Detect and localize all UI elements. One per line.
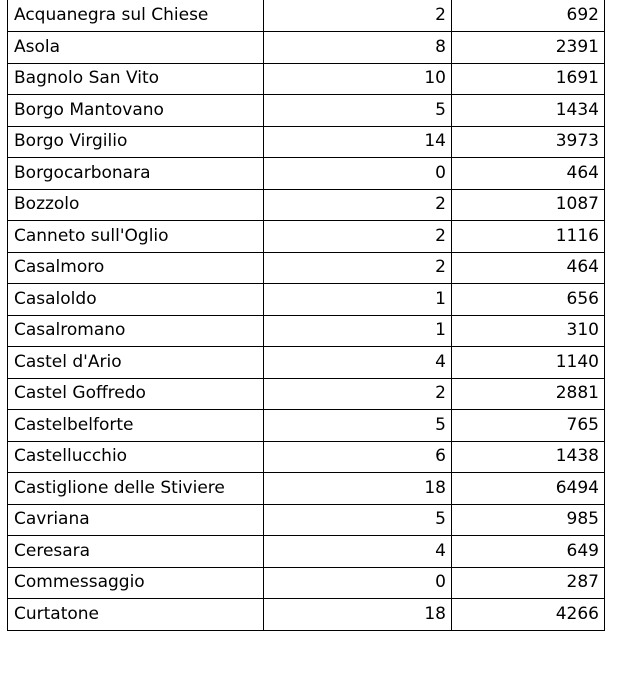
municipality-cell[interactable]: Curtatone [8,599,264,631]
municipality-cell[interactable]: Cavriana [8,504,264,536]
count-cell[interactable]: 2 [264,221,452,253]
table-row [8,32,605,64]
total-cell[interactable]: 310 [452,315,605,347]
data-table [7,0,605,631]
municipality-cell[interactable]: Commessaggio [8,567,264,599]
municipality-cell[interactable]: Casaloldo [8,284,264,316]
municipality-cell[interactable]: Borgo Mantovano [8,95,264,127]
municipality-cell[interactable]: Canneto sull'Oglio [8,221,264,253]
count-cell[interactable]: 2 [264,252,452,284]
count-cell[interactable]: 0 [264,158,452,190]
municipality-cell[interactable]: Borgocarbonara [8,158,264,190]
total-cell[interactable]: 287 [452,567,605,599]
count-cell[interactable]: 1 [264,284,452,316]
table-row [8,284,605,316]
count-cell[interactable]: 2 [264,378,452,410]
table-row [8,252,605,284]
total-cell[interactable]: 1116 [452,221,605,253]
total-cell[interactable]: 6494 [452,473,605,505]
total-cell[interactable]: 1087 [452,189,605,221]
total-cell[interactable]: 1434 [452,95,605,127]
table-row [8,315,605,347]
municipality-cell[interactable]: Bagnolo San Vito [8,63,264,95]
table-row [8,0,605,32]
total-cell[interactable]: 692 [452,0,605,32]
count-cell[interactable]: 5 [264,410,452,442]
count-cell[interactable]: 6 [264,441,452,473]
count-cell[interactable]: 1 [264,315,452,347]
count-cell[interactable]: 2 [264,189,452,221]
count-cell[interactable]: 0 [264,567,452,599]
municipality-cell[interactable]: Casalromano [8,315,264,347]
table-row [8,221,605,253]
table-row [8,95,605,127]
table-row [8,189,605,221]
total-cell[interactable]: 464 [452,158,605,190]
table-row [8,378,605,410]
total-cell[interactable]: 2881 [452,378,605,410]
total-cell[interactable]: 4266 [452,599,605,631]
total-cell[interactable]: 3973 [452,126,605,158]
count-cell[interactable]: 14 [264,126,452,158]
total-cell[interactable]: 1691 [452,63,605,95]
total-cell[interactable]: 1438 [452,441,605,473]
municipality-cell[interactable]: Castiglione delle Stiviere [8,473,264,505]
count-cell[interactable]: 2 [264,0,452,32]
table-row [8,441,605,473]
total-cell[interactable]: 464 [452,252,605,284]
count-cell[interactable]: 18 [264,599,452,631]
table-row [8,567,605,599]
municipality-cell[interactable]: Casalmoro [8,252,264,284]
count-cell[interactable]: 5 [264,95,452,127]
count-cell[interactable]: 5 [264,504,452,536]
table-row [8,410,605,442]
municipality-cell[interactable]: Castelbelforte [8,410,264,442]
table-row [8,63,605,95]
count-cell[interactable]: 8 [264,32,452,64]
count-cell[interactable]: 10 [264,63,452,95]
count-cell[interactable]: 18 [264,473,452,505]
table-body [8,0,605,630]
table-row [8,473,605,505]
table-row [8,504,605,536]
municipality-cell[interactable]: Bozzolo [8,189,264,221]
count-cell[interactable]: 4 [264,536,452,568]
municipality-cell[interactable]: Borgo Virgilio [8,126,264,158]
municipality-cell[interactable]: Asola [8,32,264,64]
total-cell[interactable]: 2391 [452,32,605,64]
municipality-cell[interactable]: Ceresara [8,536,264,568]
municipality-cell[interactable]: Castel d'Ario [8,347,264,379]
total-cell[interactable]: 985 [452,504,605,536]
total-cell[interactable]: 1140 [452,347,605,379]
total-cell[interactable]: 656 [452,284,605,316]
municipality-cell[interactable]: Castel Goffredo [8,378,264,410]
total-cell[interactable]: 649 [452,536,605,568]
total-cell[interactable]: 765 [452,410,605,442]
table-row [8,347,605,379]
table-row [8,599,605,631]
table-row [8,126,605,158]
municipality-cell[interactable]: Castellucchio [8,441,264,473]
table-row [8,536,605,568]
municipality-cell[interactable]: Acquanegra sul Chiese [8,0,264,32]
table-row [8,158,605,190]
count-cell[interactable]: 4 [264,347,452,379]
